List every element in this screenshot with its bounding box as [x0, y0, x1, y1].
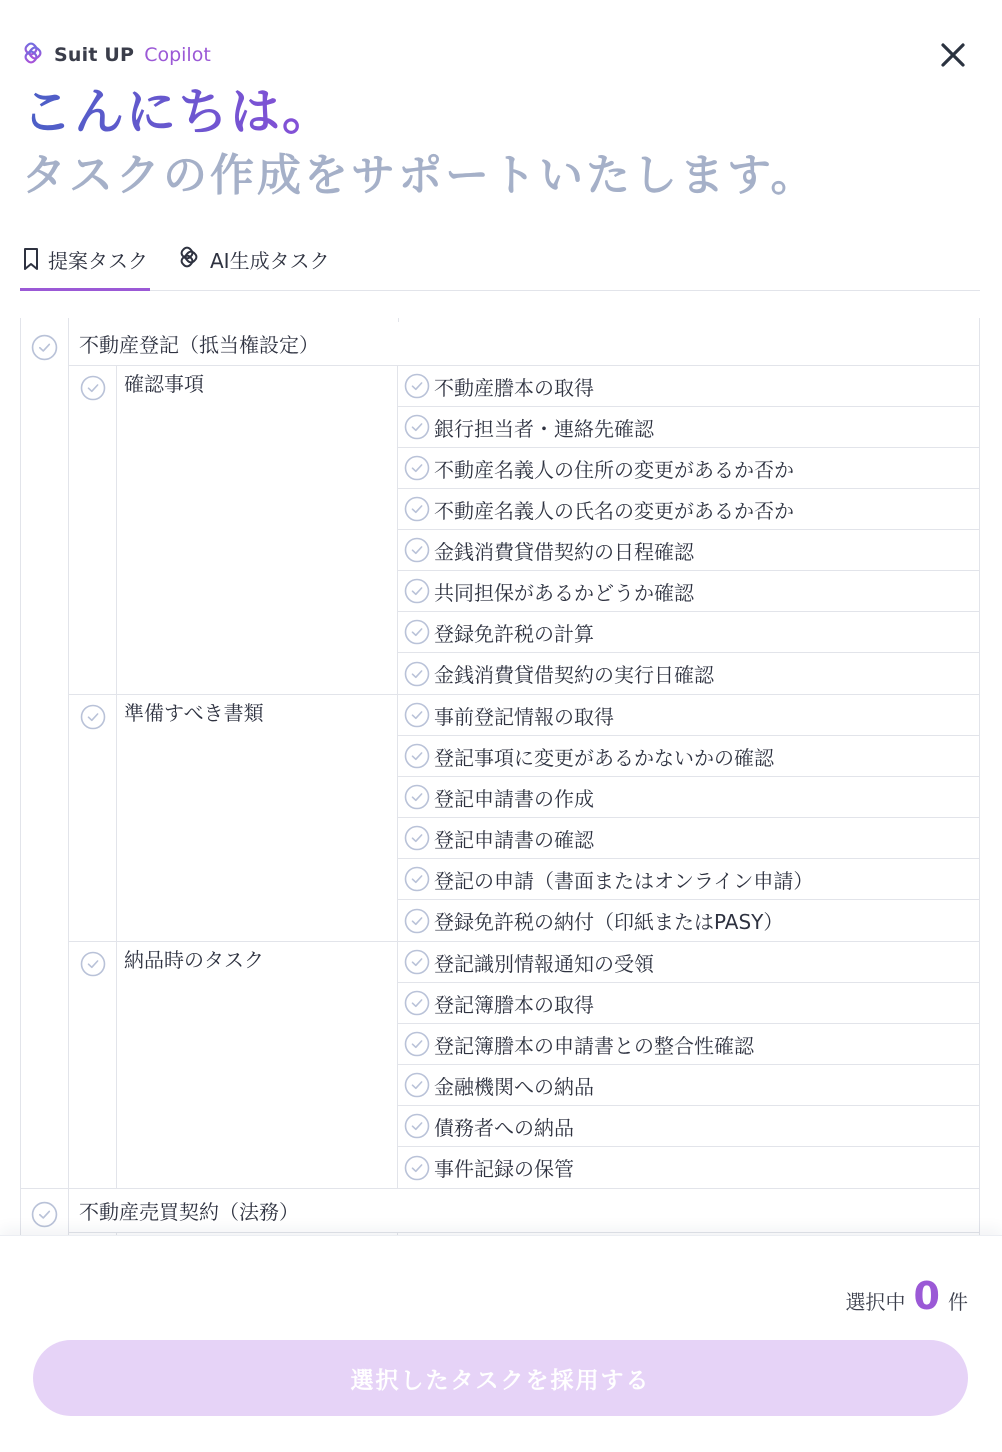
check-circle-icon [404, 373, 430, 399]
task-item-label: 共同担保があるかどうか確認 [434, 580, 694, 605]
task-item[interactable] [398, 1106, 979, 1147]
task-item[interactable] [398, 695, 979, 736]
category-label: 確認事項 [117, 366, 398, 694]
task-item-label: 登録免許税の納付（印紙またはPASY） [434, 910, 784, 934]
task-item-label: 登記事項に変更があるかないかの確認 [434, 745, 774, 770]
task-category [69, 942, 979, 1188]
task-item-label: 不動産名義人の氏名の変更があるか否か [434, 498, 794, 523]
group-body [69, 322, 979, 1188]
task-item[interactable] [398, 489, 979, 530]
check-circle-icon [31, 334, 58, 361]
bookmark-icon [22, 247, 40, 271]
task-item-label: 不動産謄本の取得 [434, 375, 594, 400]
task-item[interactable] [398, 612, 979, 653]
tab-ai-generated-tasks[interactable] [174, 228, 332, 290]
check-circle-icon [80, 375, 106, 401]
task-item[interactable] [398, 983, 979, 1024]
group-title: 不動産登記（抵当権設定） [69, 322, 979, 366]
check-circle-icon [404, 578, 430, 604]
task-item-label: 登記申請書の作成 [434, 786, 594, 811]
lead-heading: タスクの作成をサポートいたします。 [22, 150, 818, 201]
copilot-logo-icon [20, 42, 46, 68]
task-item-label: 登記簿謄本の申請書との整合性確認 [434, 1033, 754, 1058]
check-circle-icon [404, 743, 430, 769]
task-item-label: 登記識別情報通知の受領 [434, 951, 654, 976]
ai-sparkle-icon [176, 246, 202, 272]
task-group [21, 1189, 979, 1235]
task-item[interactable] [398, 942, 979, 983]
task-table [20, 322, 980, 1235]
group-title: 不動産売買契約（法務） [69, 1189, 979, 1233]
check-circle-icon [404, 1155, 430, 1181]
task-item[interactable] [398, 530, 979, 571]
category-checkbox[interactable] [69, 695, 117, 941]
check-circle-icon [404, 866, 430, 892]
task-item[interactable] [398, 777, 979, 818]
category-label: 納品時のタスク [117, 942, 398, 1188]
task-item-label: 事前登記情報の取得 [434, 704, 614, 729]
check-circle-icon [404, 414, 430, 440]
task-item[interactable] [398, 736, 979, 777]
category-label: 準備すべき書類 [117, 695, 398, 941]
check-circle-icon [404, 702, 430, 728]
table-top-edge [20, 318, 980, 322]
task-item-label: 債務者への納品 [434, 1115, 574, 1140]
check-circle-icon [404, 661, 430, 687]
category-checkbox[interactable] [69, 942, 117, 1188]
task-item-label: 金銭消費貸借契約の実行日確認 [434, 663, 714, 687]
task-item[interactable] [398, 900, 979, 941]
task-item[interactable] [398, 859, 979, 900]
close-icon[interactable] [934, 36, 972, 74]
task-items [398, 942, 979, 1188]
task-item-label: 登記簿謄本の取得 [434, 992, 594, 1017]
task-item[interactable] [398, 653, 979, 694]
task-item[interactable] [398, 1065, 979, 1106]
task-item-label: 銀行担当者・連絡先確認 [434, 416, 654, 441]
task-item[interactable] [398, 448, 979, 489]
check-circle-icon [404, 784, 430, 810]
check-circle-icon [404, 990, 430, 1016]
check-circle-icon [404, 1072, 430, 1098]
task-item-label: 金融機関への納品 [434, 1074, 594, 1099]
group-checkbox[interactable] [21, 322, 69, 1188]
check-circle-icon [31, 1201, 58, 1228]
footer [0, 1235, 1002, 1452]
brand-sub: Copilot [144, 44, 211, 66]
count-value: 0 [913, 1274, 940, 1318]
tab-label: AI生成タスク [210, 248, 330, 273]
task-item-label: 事件記録の保管 [434, 1157, 574, 1181]
adopt-tasks-button[interactable]: 選択したタスクを採用する [33, 1340, 968, 1416]
task-items [398, 695, 979, 941]
check-circle-icon [404, 455, 430, 481]
check-circle-icon [80, 951, 106, 977]
count-prefix: 選択中 [845, 1290, 906, 1314]
group-checkbox[interactable] [21, 1189, 69, 1235]
task-item-label: 不動産名義人の住所の変更があるか否か [434, 457, 794, 482]
task-group [21, 322, 979, 1189]
check-circle-icon [404, 537, 430, 563]
task-category [69, 366, 979, 695]
brand [20, 40, 211, 70]
task-item[interactable] [398, 1147, 979, 1188]
task-list-scroll[interactable] [20, 318, 980, 1235]
check-circle-icon [80, 704, 106, 730]
task-item-label: 登記申請書の確認 [434, 827, 594, 852]
task-items [398, 366, 979, 694]
check-circle-icon [404, 908, 430, 934]
check-circle-icon [404, 496, 430, 522]
check-circle-icon [404, 619, 430, 645]
brand-name: Suit UP [54, 44, 135, 66]
task-item[interactable] [398, 407, 979, 448]
task-item[interactable] [398, 571, 979, 612]
check-circle-icon [404, 825, 430, 851]
selection-count [846, 1276, 968, 1316]
task-item-label: 登録免許税の計算 [434, 621, 594, 646]
check-circle-icon [404, 949, 430, 975]
group-body [69, 1189, 979, 1235]
task-item[interactable] [398, 366, 979, 407]
check-circle-icon [404, 1031, 430, 1057]
check-circle-icon [404, 1113, 430, 1139]
count-suffix: 件 [948, 1290, 968, 1314]
task-item-label: 金銭消費貸借契約の日程確認 [434, 539, 694, 564]
tab-bar [20, 228, 980, 291]
greeting-heading: こんにちは。 [22, 80, 334, 144]
task-category [69, 695, 979, 942]
task-item[interactable] [398, 1024, 979, 1065]
task-item[interactable] [398, 818, 979, 859]
task-item-label: 登記の申請（書面またはオンライン申請） [434, 868, 814, 893]
tab-suggested-tasks[interactable] [20, 228, 150, 290]
tab-label: 提案タスク [48, 248, 148, 273]
category-checkbox[interactable] [69, 366, 117, 694]
